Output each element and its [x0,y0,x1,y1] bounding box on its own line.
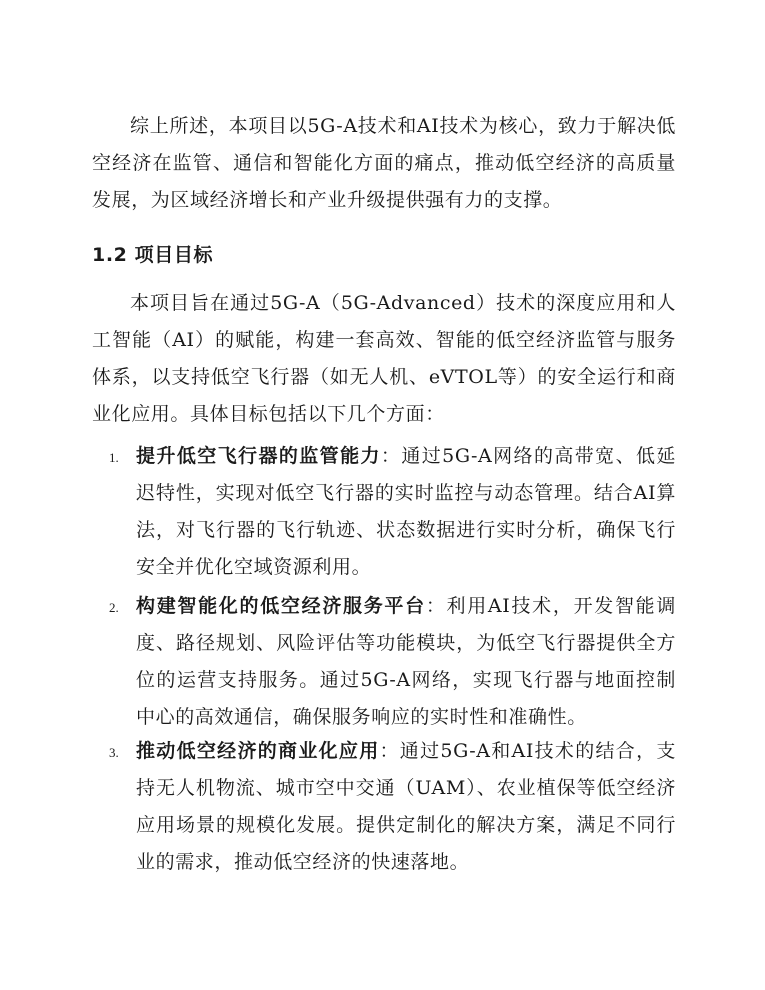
list-item-colon: ： [380,445,402,467]
list-item-colon: ： [425,595,447,617]
list-item-title: 构建智能化的低空经济服务平台 [136,595,426,617]
list-item-body [136,588,676,736]
list-number: 2. [109,600,119,615]
section-heading: 1.2 项目目标 [92,244,214,266]
list-item-title: 提升低空飞行器的监管能力 [136,445,381,467]
list-item-text: 利用AI技术，开发智能调度、路径规划、风险评估等功能模块，为低空飞行器提供全方位的运营支持服务。通过5G-A网络，实现飞行器与地面控制中心的高效通信，确保服务响应的实时性和准确性。 [136,595,676,728]
list-item-body [136,733,676,881]
list-item-body [136,438,676,586]
list-item-text: 通过5G-A和AI技术的结合，支持无人机物流、城市空中交通（UAM）、农业植保等低空经济应用场景的规模化发展。提供定制化的解决方案，满足不同行业的需求，推动低空经济的快速落地。 [136,740,676,873]
list-item-colon: ： [379,740,400,762]
list-number: 3. [109,745,119,760]
list-number: 1. [109,450,119,465]
intro-paragraph: 本项目旨在通过5G-A（5G-Advanced）技术的深度应用和人工智能（AI）的赋能，构建一套高效、智能的低空经济监管与服务体系，以支持低空飞行器（如无人机、eVTOL等）的安全运行和商业化应用。具体目标包括以下几个方面： [92,292,676,425]
summary-paragraph: 综上所述，本项目以5G-A技术和AI技术为核心，致力于解决低空经济在监管、通信和智能化方面的痛点，推动低空经济的高质量发展，为区域经济增长和产业升级提供强有力的支撑。 [92,115,676,211]
list-item-text: 通过5G-A网络的高带宽、低延迟特性，实现对低空飞行器的实时监控与动态管理。结合AI算法，对飞行器的飞行轨迹、状态数据进行实时分析，确保飞行安全并优化空域资源利用。 [136,445,677,578]
list-item-title: 推动低空经济的商业化应用 [136,740,380,762]
